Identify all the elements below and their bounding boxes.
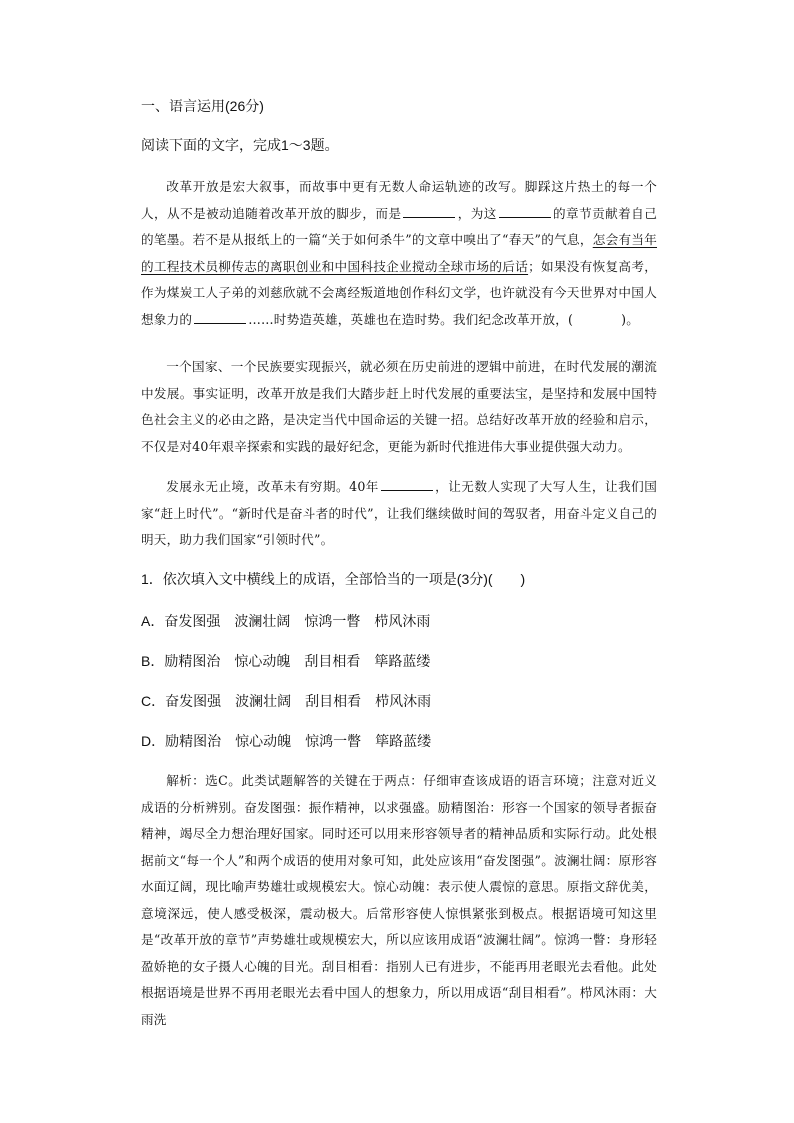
option-b: B．励精图治 惊心动魄 刮目相看 筚路蓝缕 [141,653,431,669]
option-a: A．奋发图强 波澜壮阔 惊鸿一瞥 栉风沐雨 [141,613,431,629]
section-title: 一、语言运用(26分) [141,98,264,114]
fill-blank-2 [499,203,551,218]
p1-text-1: 改革开放是宏大叙事，而故事中更有无数人命运轨迹的改写。脚踩这片热土的每一个人，从不是被动追随着改革开放的脚步，而是 [141,179,657,221]
p1-text-4: ；如果没有恢复高考，作为煤炭工人子弟的刘慈欣就不会离经叛道地创作科幻文学，也许就没有今天世界对中国人想象力的 [141,258,658,327]
passage-paragraph-1 [141,174,657,333]
p1-text-3: 的章节贡献着自己的笔墨。若不是从报纸上的一篇“关于如何杀牛”的文章中嗅出了“春天”的气息， [141,205,657,247]
reading-instruction: 阅读下面的文字，完成1～3题。 [141,137,339,153]
passage-paragraph-3 [141,474,657,554]
passage-paragraph-2: 一个国家、一个民族要实现振兴，就必须在历史前进的逻辑中前进，在时代发展的潮流中发展。事实证明，改革开放是我们大踏步赶上时代发展的重要法宝，是坚持和发展中国特色社会主义的必由之路，是决定当代中国命运的关键一招。总结好改革开放的经验和启示，不仅是对40年艰辛探索和实践的最好纪念，更能为新时代推进伟大事业提供强大动力。 [141,359,657,454]
fill-blank-1 [403,203,455,218]
fill-blank-3 [194,309,246,324]
p1-text-2: ，为这 [457,205,497,221]
p3-text-2: ，让无数人实现了大写人生，让我们国家“赶上时代”。“新时代是奋斗者的时代”，让我们继续做时间的驾驭者，用奋斗定义自己的明天，助力我们国家“引领时代”。 [141,479,657,547]
option-d: D．励精图治 惊心动魄 惊鸿一瞥 筚路蓝缕 [141,733,432,749]
option-c: C．奋发图强 波澜壮阔 刮目相看 栉风沐雨 [141,693,432,709]
p1-text-6: )。 [621,311,640,327]
fill-blank-4 [381,476,433,491]
underlined-sentence: 怎会有当年的工程技术员柳传志的离职创业和中国科技企业搅动全球市场的后话 [141,232,658,274]
p3-text-1: 发展永无止境，改革未有穷期。40年 [166,479,379,494]
p1-text-5: ……时势造英雄，英雄也在造时势。我们纪念改革开放，( [248,311,574,327]
analysis-text: 解析：选C。此类试题解答的关键在于两点：仔细审查该成语的语言环境；注意对近义成语的分析辨别。奋发图强：振作精神，以求强盛。励精图治：形容一个国家的领导者振奋精神，竭尽全力想治理好国家。同时还可以用来形容领导者的精神品质和实际行动。此处根据前文“每一个人”和两个成语的使用对象可知，此处应该用“奋发图强”。波澜壮阔：原形容水面辽阔，现比喻声势雄壮或规模宏大。惊心动魄：表示使人震惊的意思。原指文辞优美，意境深远，使人感受极深，震动极大。后常形容使人惊惧紧张到极点。根据语境可知这里是“改革开放的章节”声势雄壮或规模宏大，所以应该用成语“波澜壮阔”。惊鸿一瞥：身形轻盈娇艳的女子摄人心魄的目光。刮目相看：指别人已有进步，不能再用老眼光去看他。此处根据语境是世界不再用老眼光去看中国人的想象力，所以用成语“刮目相看”。栉风沐雨：大雨洗 [141,773,657,1027]
question-stem: 1．依次填入文中横线上的成语，全部恰当的一项是(3分)( ) [141,571,526,587]
